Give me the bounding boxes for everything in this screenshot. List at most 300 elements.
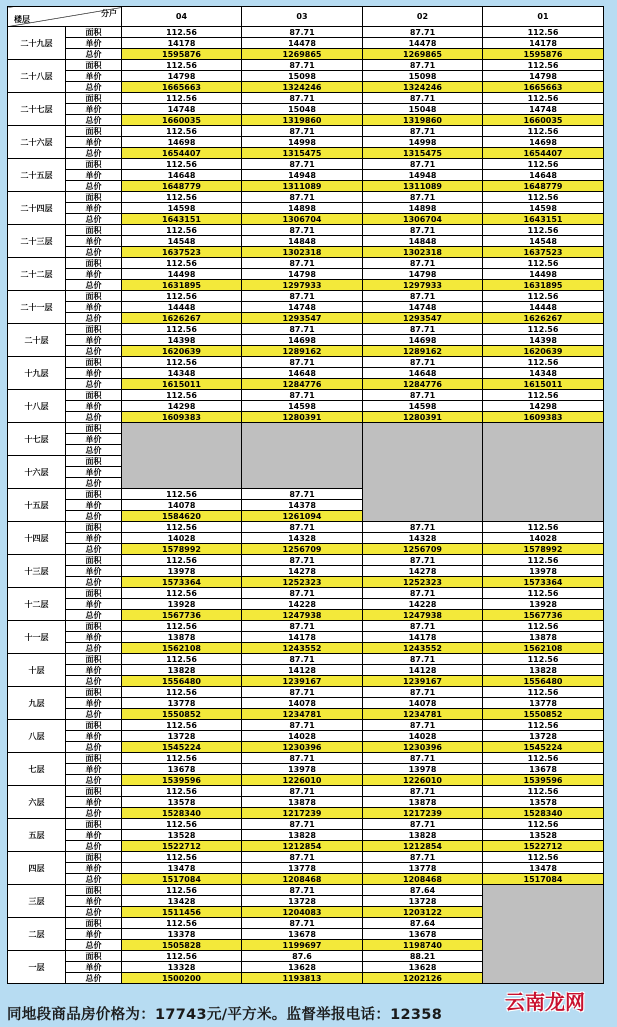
unit-02-area: 87.71 — [363, 522, 483, 533]
unit-04-unit-price: 13528 — [122, 830, 242, 841]
floor-name: 十一层 — [8, 621, 66, 654]
unit-03-unit-price: 14998 — [242, 137, 363, 148]
unit-01-unit-price: 14178 — [483, 38, 604, 49]
row-label-unit-price: 单价 — [66, 830, 122, 841]
row-label-area: 面积 — [66, 126, 122, 137]
floor-name: 十五层 — [8, 489, 66, 522]
row-label-area: 面积 — [66, 654, 122, 665]
unit-02-unit-price: 13678 — [363, 929, 483, 940]
table-row — [8, 203, 604, 214]
row-label-area: 面积 — [66, 951, 122, 962]
table-row — [8, 71, 604, 82]
unit-04-total-price: 1556480 — [122, 676, 242, 687]
row-label-total-price: 总价 — [66, 973, 122, 984]
floor-name: 二十一层 — [8, 291, 66, 324]
table-row — [8, 148, 604, 159]
row-label-area: 面积 — [66, 885, 122, 896]
table-row — [8, 676, 604, 687]
unit-01-unit-price: 14798 — [483, 71, 604, 82]
table-row — [8, 830, 604, 841]
site-logo: 云南龙网 — [505, 990, 585, 1014]
unit-01-total-price: 1665663 — [483, 82, 604, 93]
unit-02-unit-price: 13728 — [363, 896, 483, 907]
table-row — [8, 731, 604, 742]
unit-01-unit-price: 14028 — [483, 533, 604, 544]
unit-03-unit-price: 15098 — [242, 71, 363, 82]
unit-02-unit-price: 14748 — [363, 302, 483, 313]
row-label-total-price: 总价 — [66, 709, 122, 720]
unit-02-area: 87.71 — [363, 654, 483, 665]
unit-04-area: 112.56 — [122, 687, 242, 698]
row-label-unit-price: 单价 — [66, 500, 122, 511]
unit-01-unit-price: 13778 — [483, 698, 604, 709]
floor-name: 十层 — [8, 654, 66, 687]
table-row — [8, 643, 604, 654]
unit-03-unit-price: 14078 — [242, 698, 363, 709]
unit-04-total-price: 1643151 — [122, 214, 242, 225]
unit-03-area: 87.71 — [242, 852, 363, 863]
unit-03-total-price: 1208468 — [242, 874, 363, 885]
unit-03-unit-price: 14948 — [242, 170, 363, 181]
unit-04-total-price: 1505828 — [122, 940, 242, 951]
unit-04-area: 112.56 — [122, 159, 242, 170]
table-row — [8, 654, 604, 665]
unit-03-area: 87.71 — [242, 753, 363, 764]
row-label-unit-price: 单价 — [66, 203, 122, 214]
unit-03-area: 87.71 — [242, 192, 363, 203]
row-label-total-price: 总价 — [66, 511, 122, 522]
unit-02-total-price: 1239167 — [363, 676, 483, 687]
row-label-area: 面积 — [66, 93, 122, 104]
unit-04-unit-price: 13428 — [122, 896, 242, 907]
unit-01-total-price: 1609383 — [483, 412, 604, 423]
unit-03-total-price: 1284776 — [242, 379, 363, 390]
unit-04-unit-price: 14028 — [122, 533, 242, 544]
unit-01-total-price: 1556480 — [483, 676, 604, 687]
unit-01-unit-price: 14548 — [483, 236, 604, 247]
unit-01-area: 112.56 — [483, 819, 604, 830]
unit-02-total-price: 1315475 — [363, 148, 483, 159]
table-row — [8, 280, 604, 291]
row-label-total-price: 总价 — [66, 742, 122, 753]
unit-04-area: 112.56 — [122, 93, 242, 104]
unit-02-total-price: 1293547 — [363, 313, 483, 324]
unit-04-area: 112.56 — [122, 60, 242, 71]
unit-04-area: 112.56 — [122, 654, 242, 665]
unit-02-unit-price: 14698 — [363, 335, 483, 346]
unit-04-unit-price: 13578 — [122, 797, 242, 808]
row-label-total-price: 总价 — [66, 676, 122, 687]
table-row — [8, 764, 604, 775]
unit-03-area: 87.71 — [242, 621, 363, 632]
table-row — [8, 335, 604, 346]
table-row — [8, 665, 604, 676]
unit-04-total-price: 1522712 — [122, 841, 242, 852]
unit-01-unit-price: 13728 — [483, 731, 604, 742]
row-label-total-price: 总价 — [66, 214, 122, 225]
table-row — [8, 863, 604, 874]
unit-01-unit-price: 13978 — [483, 566, 604, 577]
unit-03-unit-price: 14128 — [242, 665, 363, 676]
unit-02-unit-price: 14328 — [363, 533, 483, 544]
unit-01-total-price: 1626267 — [483, 313, 604, 324]
unit-02-area: 87.71 — [363, 126, 483, 137]
unit-02-unit-price: 14278 — [363, 566, 483, 577]
unit-02-total-price: 1319860 — [363, 115, 483, 126]
row-label-area: 面积 — [66, 423, 122, 434]
unit-02-total-price: 1289162 — [363, 346, 483, 357]
row-label-unit-price: 单价 — [66, 566, 122, 577]
unit-03-total-price: 1306704 — [242, 214, 363, 225]
table-row — [8, 126, 604, 137]
unit-01-total-price: 1573364 — [483, 577, 604, 588]
unit-02-total-price: 1234781 — [363, 709, 483, 720]
table-row — [8, 544, 604, 555]
row-label-area: 面积 — [66, 27, 122, 38]
unit-01-total-price: 1567736 — [483, 610, 604, 621]
unit-01-area: 112.56 — [483, 324, 604, 335]
unavailable-block — [483, 885, 604, 984]
unit-03-total-price: 1243552 — [242, 643, 363, 654]
unit-04-total-price: 1545224 — [122, 742, 242, 753]
floor-name: 六层 — [8, 786, 66, 819]
unit-04-total-price: 1637523 — [122, 247, 242, 258]
floor-name: 十二层 — [8, 588, 66, 621]
unit-03-total-price: 1261094 — [242, 511, 363, 522]
table-row — [8, 93, 604, 104]
unit-03-total-price: 1230396 — [242, 742, 363, 753]
unit-04-unit-price: 14298 — [122, 401, 242, 412]
table-row — [8, 291, 604, 302]
floor-name: 三层 — [8, 885, 66, 918]
row-label-unit-price: 单价 — [66, 665, 122, 676]
unit-02-area: 87.71 — [363, 357, 483, 368]
unit-03-area: 87.71 — [242, 126, 363, 137]
row-label-area: 面积 — [66, 456, 122, 467]
unit-02-unit-price: 14028 — [363, 731, 483, 742]
unit-01-total-price: 1654407 — [483, 148, 604, 159]
floor-name: 二十三层 — [8, 225, 66, 258]
row-label-area: 面积 — [66, 753, 122, 764]
floor-name: 二十四层 — [8, 192, 66, 225]
unit-03-total-price: 1252323 — [242, 577, 363, 588]
row-label-area: 面积 — [66, 489, 122, 500]
unit-01-unit-price: 13478 — [483, 863, 604, 874]
unit-04-total-price: 1595876 — [122, 49, 242, 60]
row-label-area: 面积 — [66, 555, 122, 566]
table-row — [8, 313, 604, 324]
unit-02-area: 87.71 — [363, 93, 483, 104]
unit-04-area: 112.56 — [122, 489, 242, 500]
unit-04-area: 112.56 — [122, 522, 242, 533]
row-label-unit-price: 单价 — [66, 467, 122, 478]
unit-02-total-price: 1243552 — [363, 643, 483, 654]
unit-04-area: 112.56 — [122, 192, 242, 203]
table-row — [8, 115, 604, 126]
table-row — [8, 797, 604, 808]
table-row — [8, 49, 604, 60]
unit-01-area: 112.56 — [483, 27, 604, 38]
unit-02-total-price: 1247938 — [363, 610, 483, 621]
unavailable-block — [122, 423, 242, 489]
unit-02-unit-price: 14798 — [363, 269, 483, 280]
floor-name: 十八层 — [8, 390, 66, 423]
unit-04-total-price: 1528340 — [122, 808, 242, 819]
row-label-unit-price: 单价 — [66, 170, 122, 181]
row-label-total-price: 总价 — [66, 280, 122, 291]
row-label-total-price: 总价 — [66, 808, 122, 819]
row-label-unit-price: 单价 — [66, 137, 122, 148]
unit-header-01: 01 — [483, 7, 604, 27]
unit-01-unit-price: 14298 — [483, 401, 604, 412]
unit-01-total-price: 1550852 — [483, 709, 604, 720]
unit-04-area: 112.56 — [122, 753, 242, 764]
unit-01-unit-price: 13878 — [483, 632, 604, 643]
unit-03-area: 87.71 — [242, 555, 363, 566]
unit-04-unit-price: 14398 — [122, 335, 242, 346]
unit-03-area: 87.71 — [242, 819, 363, 830]
unit-04-area: 112.56 — [122, 918, 242, 929]
unit-02-total-price: 1226010 — [363, 775, 483, 786]
table-row — [8, 401, 604, 412]
unit-04-unit-price: 13378 — [122, 929, 242, 940]
unit-01-total-price: 1562108 — [483, 643, 604, 654]
row-label-area: 面积 — [66, 918, 122, 929]
unit-03-unit-price: 14378 — [242, 500, 363, 511]
floor-name: 八层 — [8, 720, 66, 753]
unit-01-area: 112.56 — [483, 786, 604, 797]
row-label-total-price: 总价 — [66, 346, 122, 357]
unit-02-total-price: 1284776 — [363, 379, 483, 390]
table-row — [8, 82, 604, 93]
unit-04-total-price: 1620639 — [122, 346, 242, 357]
unit-04-total-price: 1511456 — [122, 907, 242, 918]
row-label-total-price: 总价 — [66, 148, 122, 159]
header-corner-cell — [8, 7, 122, 27]
row-label-total-price: 总价 — [66, 577, 122, 588]
row-label-area: 面积 — [66, 852, 122, 863]
unit-04-total-price: 1631895 — [122, 280, 242, 291]
unit-02-total-price: 1252323 — [363, 577, 483, 588]
unit-03-unit-price: 13778 — [242, 863, 363, 874]
unit-03-area: 87.6 — [242, 951, 363, 962]
row-label-unit-price: 单价 — [66, 269, 122, 280]
unit-02-total-price: 1212854 — [363, 841, 483, 852]
row-label-area: 面积 — [66, 687, 122, 698]
unit-02-total-price: 1306704 — [363, 214, 483, 225]
unit-04-area: 112.56 — [122, 621, 242, 632]
table-row — [8, 841, 604, 852]
row-label-total-price: 总价 — [66, 379, 122, 390]
row-label-total-price: 总价 — [66, 445, 122, 456]
unit-03-total-price: 1256709 — [242, 544, 363, 555]
unit-03-total-price: 1234781 — [242, 709, 363, 720]
unit-01-unit-price: 14748 — [483, 104, 604, 115]
unit-01-unit-price: 13528 — [483, 830, 604, 841]
unit-02-area: 87.71 — [363, 555, 483, 566]
table-row — [8, 159, 604, 170]
unit-03-unit-price: 15048 — [242, 104, 363, 115]
unit-04-unit-price: 14078 — [122, 500, 242, 511]
unit-01-unit-price: 14398 — [483, 335, 604, 346]
row-label-area: 面积 — [66, 291, 122, 302]
floor-name: 十七层 — [8, 423, 66, 456]
unit-03-area: 87.71 — [242, 390, 363, 401]
table-row — [8, 786, 604, 797]
unit-02-area: 87.71 — [363, 225, 483, 236]
unit-header-03: 03 — [242, 7, 363, 27]
unit-04-area: 112.56 — [122, 225, 242, 236]
unit-03-total-price: 1193813 — [242, 973, 363, 984]
unit-01-total-price: 1648779 — [483, 181, 604, 192]
unit-03-area: 87.71 — [242, 291, 363, 302]
unit-01-total-price: 1643151 — [483, 214, 604, 225]
unit-01-area: 112.56 — [483, 852, 604, 863]
unit-02-unit-price: 13828 — [363, 830, 483, 841]
unit-03-total-price: 1324246 — [242, 82, 363, 93]
unit-04-total-price: 1654407 — [122, 148, 242, 159]
floor-name: 二十六层 — [8, 126, 66, 159]
table-row — [8, 214, 604, 225]
table-row — [8, 236, 604, 247]
unit-03-area: 87.71 — [242, 786, 363, 797]
row-label-area: 面积 — [66, 357, 122, 368]
price-table — [7, 6, 604, 984]
row-label-total-price: 总价 — [66, 247, 122, 258]
unit-02-unit-price: 15048 — [363, 104, 483, 115]
table-row — [8, 566, 604, 577]
unit-02-area: 87.71 — [363, 192, 483, 203]
unit-04-unit-price: 13978 — [122, 566, 242, 577]
unit-02-unit-price: 13778 — [363, 863, 483, 874]
unit-01-unit-price: 14448 — [483, 302, 604, 313]
unit-01-total-price: 1631895 — [483, 280, 604, 291]
unit-04-area: 112.56 — [122, 885, 242, 896]
row-label-area: 面积 — [66, 819, 122, 830]
unit-02-unit-price: 15098 — [363, 71, 483, 82]
table-row — [8, 192, 604, 203]
table-row — [8, 819, 604, 830]
unit-04-total-price: 1567736 — [122, 610, 242, 621]
unit-04-area: 112.56 — [122, 27, 242, 38]
unit-03-total-price: 1311089 — [242, 181, 363, 192]
table-row — [8, 555, 604, 566]
unit-04-total-price: 1660035 — [122, 115, 242, 126]
unit-01-unit-price: 13928 — [483, 599, 604, 610]
unit-03-unit-price: 13828 — [242, 830, 363, 841]
unit-01-unit-price: 14698 — [483, 137, 604, 148]
unit-03-area: 87.71 — [242, 654, 363, 665]
table-row — [8, 874, 604, 885]
unit-04-area: 112.56 — [122, 588, 242, 599]
unit-03-total-price: 1293547 — [242, 313, 363, 324]
unit-02-unit-price: 14898 — [363, 203, 483, 214]
unit-02-unit-price: 13978 — [363, 764, 483, 775]
floor-name: 七层 — [8, 753, 66, 786]
unit-02-total-price: 1202126 — [363, 973, 483, 984]
unit-03-total-price: 1212854 — [242, 841, 363, 852]
floor-name: 十三层 — [8, 555, 66, 588]
unit-03-unit-price: 13878 — [242, 797, 363, 808]
unit-01-total-price: 1517084 — [483, 874, 604, 885]
unit-01-area: 112.56 — [483, 522, 604, 533]
unit-02-area: 87.71 — [363, 588, 483, 599]
table-row — [8, 533, 604, 544]
unit-02-area: 87.71 — [363, 27, 483, 38]
unit-02-area: 87.71 — [363, 786, 483, 797]
unit-03-total-price: 1280391 — [242, 412, 363, 423]
unit-02-area: 87.71 — [363, 852, 483, 863]
unit-04-total-price: 1578992 — [122, 544, 242, 555]
unit-02-area: 87.71 — [363, 291, 483, 302]
unit-01-total-price: 1615011 — [483, 379, 604, 390]
floor-name: 二十八层 — [8, 60, 66, 93]
row-label-unit-price: 单价 — [66, 71, 122, 82]
unit-01-area: 112.56 — [483, 588, 604, 599]
row-label-unit-price: 单价 — [66, 764, 122, 775]
row-label-area: 面积 — [66, 159, 122, 170]
row-label-total-price: 总价 — [66, 874, 122, 885]
unit-04-unit-price: 14178 — [122, 38, 242, 49]
unit-03-total-price: 1319860 — [242, 115, 363, 126]
unit-01-total-price: 1528340 — [483, 808, 604, 819]
row-label-unit-price: 单价 — [66, 962, 122, 973]
unit-03-total-price: 1239167 — [242, 676, 363, 687]
table-row — [8, 588, 604, 599]
unit-01-total-price: 1545224 — [483, 742, 604, 753]
unit-04-unit-price: 14348 — [122, 368, 242, 379]
table-row — [8, 423, 604, 434]
unit-03-total-price: 1269865 — [242, 49, 363, 60]
unit-04-total-price: 1665663 — [122, 82, 242, 93]
unit-04-total-price: 1517084 — [122, 874, 242, 885]
row-label-total-price: 总价 — [66, 82, 122, 93]
unit-04-unit-price: 13678 — [122, 764, 242, 775]
unit-04-unit-price: 13828 — [122, 665, 242, 676]
row-label-unit-price: 单价 — [66, 302, 122, 313]
table-row — [8, 269, 604, 280]
unit-02-area: 87.71 — [363, 819, 483, 830]
table-row — [8, 137, 604, 148]
unit-04-unit-price: 14698 — [122, 137, 242, 148]
table-row — [8, 104, 604, 115]
table-row — [8, 599, 604, 610]
unit-04-area: 112.56 — [122, 126, 242, 137]
unit-03-area: 87.71 — [242, 27, 363, 38]
unit-01-area: 112.56 — [483, 258, 604, 269]
row-label-unit-price: 单价 — [66, 731, 122, 742]
unit-04-unit-price: 14498 — [122, 269, 242, 280]
unit-02-total-price: 1230396 — [363, 742, 483, 753]
unit-01-unit-price: 13828 — [483, 665, 604, 676]
unit-03-total-price: 1289162 — [242, 346, 363, 357]
unit-02-total-price: 1217239 — [363, 808, 483, 819]
table-row — [8, 60, 604, 71]
unit-01-unit-price: 14648 — [483, 170, 604, 181]
header-row — [8, 7, 604, 27]
unit-01-total-price: 1539596 — [483, 775, 604, 786]
floor-name: 十六层 — [8, 456, 66, 489]
table-row — [8, 610, 604, 621]
row-label-area: 面积 — [66, 390, 122, 401]
row-label-total-price: 总价 — [66, 610, 122, 621]
unit-02-area: 87.71 — [363, 753, 483, 764]
unit-04-total-price: 1562108 — [122, 643, 242, 654]
unit-04-unit-price: 13878 — [122, 632, 242, 643]
unit-04-total-price: 1573364 — [122, 577, 242, 588]
unit-04-unit-price: 13478 — [122, 863, 242, 874]
unit-01-area: 112.56 — [483, 753, 604, 764]
